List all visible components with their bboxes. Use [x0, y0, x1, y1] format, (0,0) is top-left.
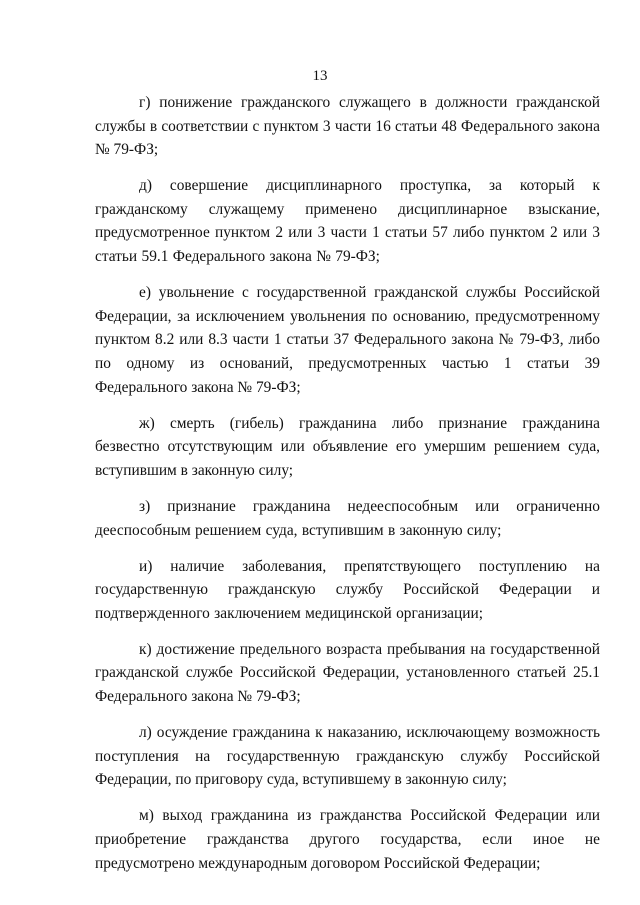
paragraph-d: д) совершение дисциплинарного проступка, за который к гражданскому служащему применено дисциплинарное взыскание, предусмотренное пунктом 2 или 3 части 1 статьи 57 либо пунктом 2 или 3 статьи 59.1 Федерального закона № 79-ФЗ;: [95, 177, 600, 266]
paragraph-l: л) осуждение гражданина к наказанию, исключающему возможность поступления на государственную гражданскую службу Российской Федерации, по приговору суда, вступившему в законную силу;: [95, 724, 600, 789]
paragraph-k: к) достижение предельного возраста пребывания на государственной гражданской службе Российской Федерации, установленного статьей 25.1 Федерального закона № 79-ФЗ;: [95, 640, 600, 706]
paragraph-e: е) увольнение с государственной гражданской службы Российской Федерации, за исключением увольнения по основанию, предусмотренному пунктом 8.2 или 8.3 части 1 статьи 37 Федерального закона № 79-ФЗ, либо по одному из оснований, предусмотренных частью 1 статьи 39 Федерального закона № 79-ФЗ;: [95, 284, 600, 396]
page-number: 13: [312, 68, 328, 84]
paragraph-g: г) понижение гражданского служащего в должности гражданской службы в соответствии с пунктом 3 части 16 статьи 48 Федерального закона № 79-ФЗ;: [95, 94, 600, 159]
paragraph-zh: ж) смерть (гибель) гражданина либо признание гражданина безвестно отсутствующим или объявление его умершим решением суда, вступившим в законную силу;: [95, 414, 600, 479]
paragraph-m: м) выход гражданина из гражданства Российской Федерации или приобретение гражданства другого государства, если иное не предусмотрено международным договором Российской Федерации;: [95, 807, 600, 872]
document-body: [95, 91, 600, 888]
paragraph-i: и) наличие заболевания, препятствующего поступлению на государственную гражданскую службу Российской Федерации и подтвержденного заключением медицинской организации;: [95, 557, 600, 622]
paragraph-z: з) признание гражданина недееспособным или ограниченно дееспособным решением суда, вступившим в законную силу;: [95, 497, 600, 539]
